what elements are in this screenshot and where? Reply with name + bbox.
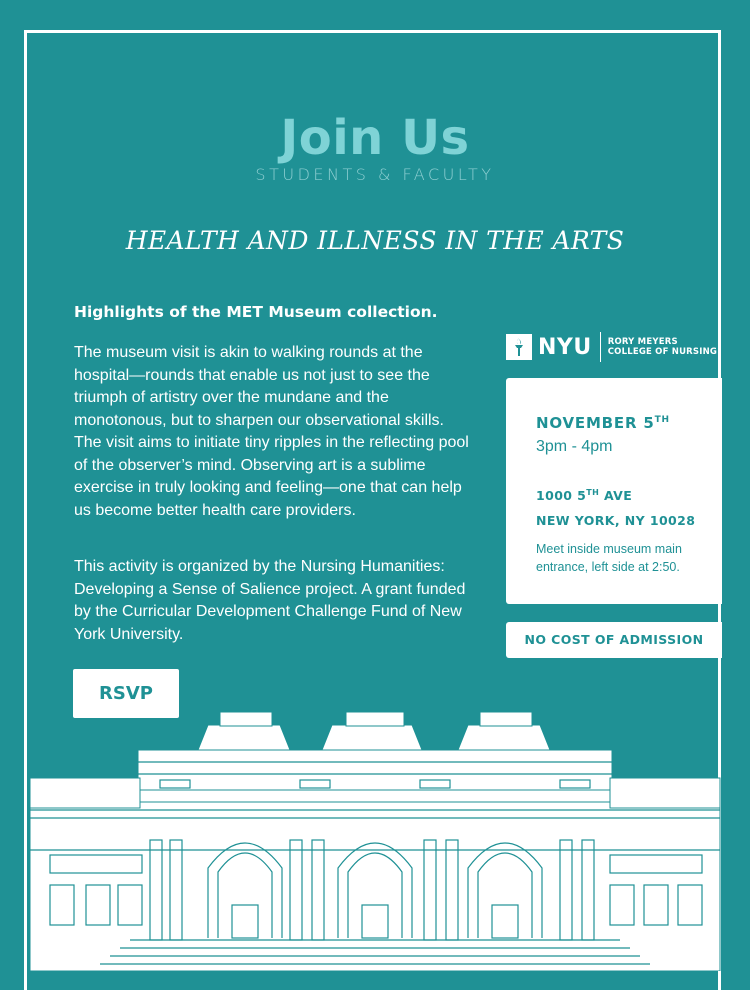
event-time: 3pm - 4pm (536, 438, 613, 455)
meeting-note: Meet inside museum main entrance, left side at 2:50. (536, 542, 682, 574)
event-details-card (506, 378, 722, 604)
audience-subtitle: STUDENTS & FACULTY (255, 165, 495, 184)
college-line-2: COLLEGE OF NURSING (607, 347, 718, 357)
event-title: HEALTH AND ILLNESS IN THE ARTS (125, 226, 625, 255)
address-street: 1000 5TH AVE (536, 488, 633, 504)
description-paragraph: The museum visit is akin to walking rounds at the hospital—rounds that enable us not just to see the triumph of artistry over the mundane and the monotonous, but to sharpen our observational skills. The visit aims to initiate tiny ripples in the reflecting pool of the observer’s mind. Observing art is a sublime exercise in truly looking and feeling—one that can help us become better health care providers. (74, 344, 469, 519)
organizer-paragraph: This activity is organized by the Nursing Humanities: Developing a Sense of Salience project. A grant funded by the Curricular Development Challenge Fund of New York University. (74, 558, 466, 643)
nyu-wordmark: NYU (538, 334, 592, 360)
address-city: NEW YORK, NY 10028 (536, 513, 696, 528)
logo-divider (600, 332, 601, 362)
admission-badge: NO COST OF ADMISSION (506, 622, 722, 658)
torch-icon (506, 334, 532, 360)
page-title: Join Us (280, 110, 470, 166)
college-line-1: RORY MEYERS (607, 336, 678, 347)
nyu-nursing-logo (506, 330, 726, 364)
rsvp-button[interactable]: RSVP (73, 669, 179, 718)
highlight-heading: Highlights of the MET Museum collection. (74, 303, 438, 321)
met-museum-illustration (0, 690, 750, 971)
event-date: NOVEMBER 5TH (536, 414, 670, 432)
college-name (608, 337, 717, 358)
